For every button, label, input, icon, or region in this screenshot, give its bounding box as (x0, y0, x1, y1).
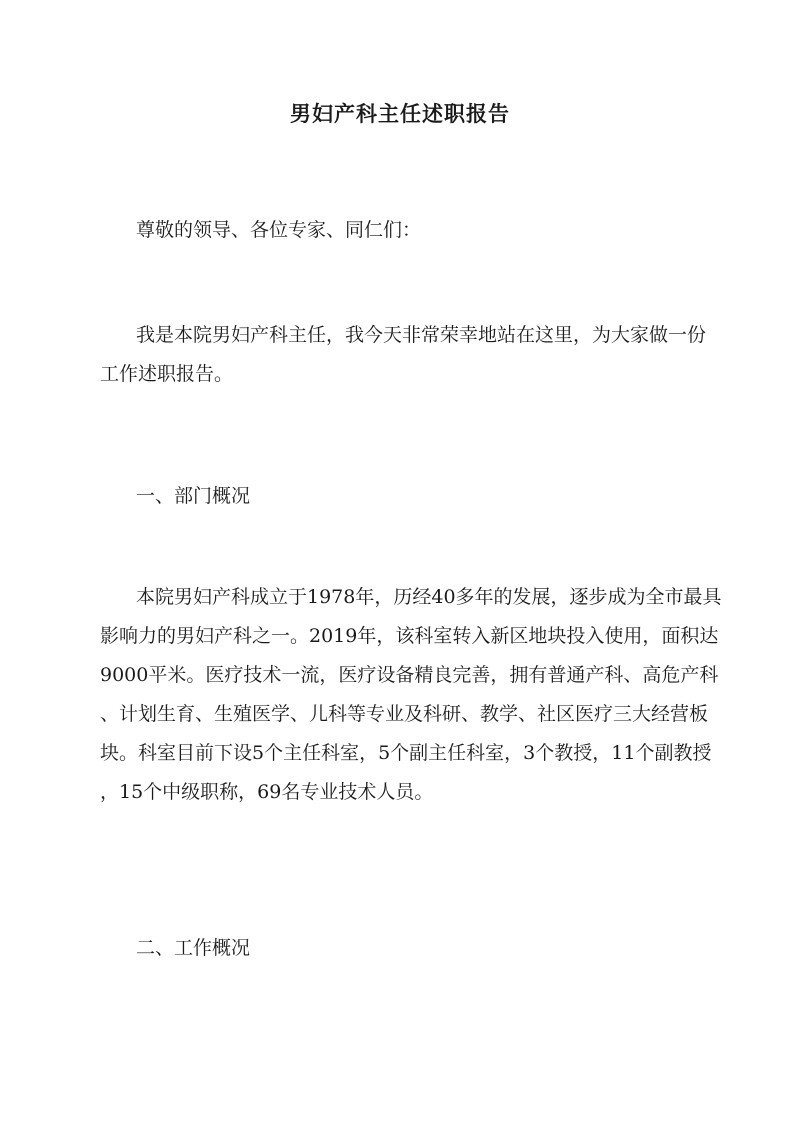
section-heading-work: 二、工作概况 (136, 937, 251, 959)
intro-paragraph (100, 316, 707, 394)
intro-line: 工作述职报告。 (100, 363, 234, 385)
paragraph-line: 块。科室目前下设5个主任科室，5个副主任科室，3个教授，11个副教授 (100, 742, 712, 764)
paragraph-line: 9000平米。医疗技术一流，医疗设备精良完善，拥有普通产科、高危产科 (100, 664, 719, 686)
section-heading-department: 一、部门概况 (136, 485, 251, 507)
paragraph-line: 影响力的男妇产科之一。2019年，该科室转入新区地块投入使用，面积达 (100, 625, 719, 647)
paragraph-line: ，15个中级职称，69名专业技术人员。 (100, 781, 434, 803)
intro-line: 我是本院男妇产科主任，我今天非常荣幸地站在这里，为大家做一份 (136, 324, 707, 346)
department-paragraph (100, 578, 722, 812)
paragraph-line: 、计划生育、生殖医学、儿科等专业及科研、教学、社区医疗三大经营板 (100, 703, 709, 725)
paragraph-line: 本院男妇产科成立于1978年，历经40多年的发展，逐步成为全市最具 (136, 586, 722, 608)
document-title: 男妇产科主任述职报告 (290, 101, 510, 126)
greeting: 尊敬的领导、各位专家、同仁们： (136, 219, 422, 241)
